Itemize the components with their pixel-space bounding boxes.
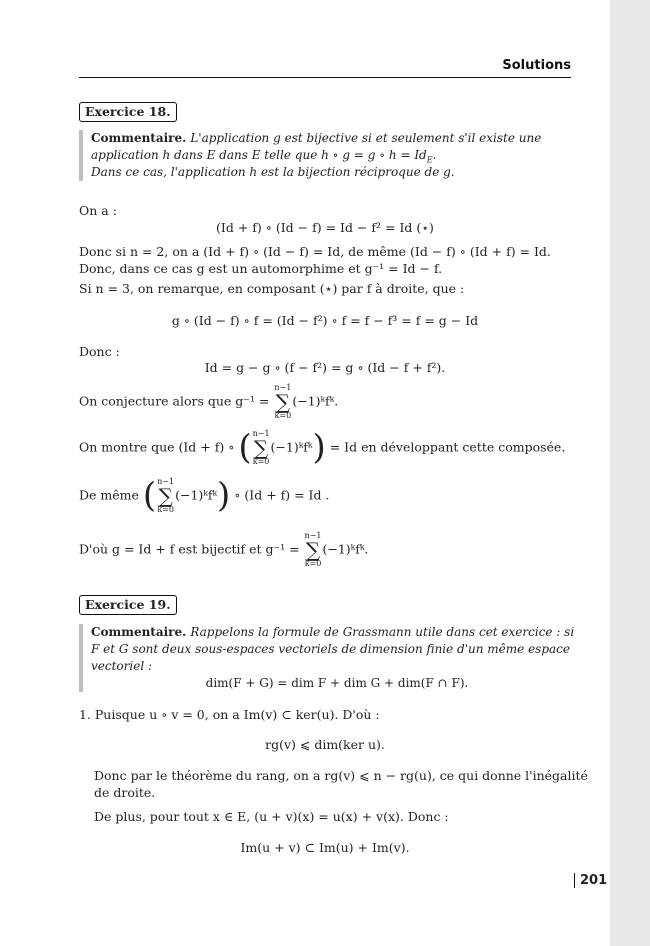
comment-18: Commentaire. L'application g est bijective si et seulement s'il existe une application h dans E dans E telle que h ∘ g = g ∘ $h = Id_E$. Dans ce cas, l'application h est la bijection réciproque de g. — [79, 130, 583, 181]
header-rule — [79, 77, 571, 78]
sum-upper: n−1 — [274, 383, 292, 392]
text-de-plus: De plus, pour tout x ∈ E, (u + v)(x) = u(x) + v(x). Donc : — [94, 809, 449, 824]
comment-19-line1: Rappelons la formule de Grassmann utile dans cet exercice : si — [190, 625, 575, 639]
sum-lower: k=0 — [274, 411, 292, 420]
equation-2: g ∘ (Id − f) ∘ f = (Id − f²) ∘ f = f − f³ = f = g − Id — [171, 313, 479, 328]
meme-term: (−1)ᵏfᵏ — [175, 487, 218, 503]
comment-18-line3: Dans ce cas, l'application h est la bijection réciproque de g. — [91, 165, 455, 179]
sum-lower: k=0 — [252, 457, 270, 466]
comment-18-keyword: Commentaire. — [91, 131, 187, 145]
sum-symbol: n−1 ∑ k=0 — [157, 477, 175, 514]
sum-lower: k=0 — [157, 505, 174, 514]
text-theoreme-rang: Donc par le théorème du rang, on a rg(v) ⩽ n − rg(u), ce qui donne l'inégalité — [94, 768, 588, 783]
sum-upper: n−1 — [304, 531, 322, 540]
text-de-droite: de droite. — [94, 785, 156, 800]
running-header: Solutions — [502, 58, 571, 73]
montre-conclusion: = Id en développant cette composée. — [329, 439, 566, 455]
meme-conclusion: ∘ (Id + f) = Id . — [234, 487, 330, 503]
dou-line — [79, 532, 368, 568]
sum-upper: n−1 — [157, 477, 175, 486]
comment-18-line2: application h dans E dans E telle que h ∘ g = g ∘ h = Id — [91, 148, 427, 162]
text-automorphisme: Donc, dans ce cas g est un automorphime et g⁻¹ = Id − f. — [79, 261, 443, 276]
equation-5: Im(u + v) ⊂ Im(u) + Im(v). — [240, 840, 410, 855]
conjecture-line — [79, 384, 338, 420]
montre-text: On montre que (Id + f) ∘ — [79, 439, 235, 455]
equation-1: (Id + f) ∘ (Id − f) = Id − f² = Id (⋆) — [216, 220, 434, 235]
dou-text: D'où g = Id + f est bijectif et g⁻¹ = — [79, 541, 300, 557]
sum-symbol: n−1 ∑ k=0 — [252, 429, 270, 466]
comment-19-line3: vectoriel : — [91, 659, 153, 673]
meme-line: De même ( n−1 ∑ k=0 (−1)ᵏfᵏ) ∘ (Id + f) = Id . — [79, 475, 330, 516]
text-on-a: On a : — [79, 203, 117, 218]
comment-19 — [79, 624, 583, 692]
montre-line: On montre que (Id + f) ∘ ( n−1 ∑ k=0 (−1)ᵏfᵏ) = Id en développant cette composée. — [79, 427, 566, 468]
equation-3: Id = g − g ∘ (f − f²) = g ∘ (Id − f + f²). — [204, 360, 446, 375]
sum-lower: k=0 — [304, 559, 322, 568]
text-donc-si-n2: Donc si n = 2, on a (Id + f) ∘ (Id − f) = Id, de même (Id − f) ∘ (Id + f) = Id. — [79, 244, 551, 259]
comment-19-keyword: Commentaire. — [91, 625, 187, 639]
page-number: 201 — [574, 873, 607, 888]
text-donc: Donc : — [79, 344, 120, 359]
sum-symbol: n−1 ∑ k=0 — [274, 383, 292, 420]
comment-18-line2-sub: E — [426, 155, 433, 165]
page-margin-bar — [610, 0, 650, 946]
meme-text: De même — [79, 487, 139, 503]
grassmann-formula: dim(F + G) = dim F + dim G + dim(F ∩ F). — [205, 676, 469, 690]
text-si-n3: Si n = 3, on remarque, en composant (⋆) par f à droite, que : — [79, 281, 465, 296]
comment-18-line1: L'application g est bijective si et seulement s'il existe une — [190, 131, 542, 145]
item-1: 1. Puisque u ∘ v = 0, on a Im(v) ⊂ ker(u). D'où : — [79, 707, 380, 722]
dou-term: (−1)ᵏfᵏ. — [322, 541, 369, 557]
sum-symbol: n−1 ∑ k=0 — [304, 531, 322, 568]
sum-upper: n−1 — [252, 429, 270, 438]
montre-term: (−1)ᵏfᵏ — [270, 439, 313, 455]
equation-4: rg(v) ⩽ dim(ker u). — [265, 737, 385, 752]
exercise-19-label: Exercice 19. — [79, 595, 177, 615]
conjecture-term: (−1)ᵏfᵏ. — [292, 393, 339, 409]
conjecture-text: On conjecture alors que g⁻¹ = — [79, 393, 270, 409]
comment-19-line2: F et G sont deux sous-espaces vectoriels de dimension finie d'un même espace — [91, 642, 570, 656]
exercise-18-label: Exercice 18. — [79, 102, 177, 122]
